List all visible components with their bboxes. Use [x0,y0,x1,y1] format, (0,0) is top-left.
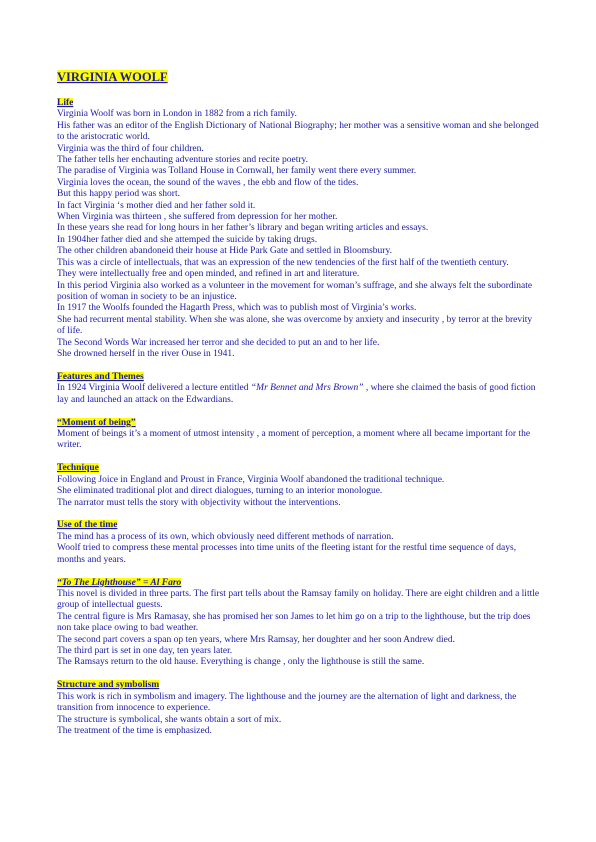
section-structure-and-symbolism [57,680,541,737]
paragraph-line: In 1924 Virginia Woolf delivered a lecture entitled “Mr Bennet and Mrs Brown” , where she claimed the basis of good fiction lay and launched an attack on the Edwardians. [57,383,536,405]
paragraph-line: The other children abandoneid their house at Hide Park Gate and settled in Bloomsbury. [57,246,392,257]
paragraph-line: When Virginia was thirteen , she suffered from depression for her mother. [57,212,338,223]
section-heading-structure-and-symbolism: Structure and symbolism [57,680,160,691]
paragraph-line: This novel is divided in three parts. The first part tells about the Ramsay family on holiday. There are eight children and a little group of intellectual guests. [57,588,540,611]
paragraph-line: Virginia Woolf was born in London in 1882 from a rich family. [57,109,297,120]
paragraph-line: They were intellectually free and open minded, and refined in art and literature. [57,269,360,280]
paragraph-line: She eliminated traditional plot and direct dialogues, turning to an interior monologue. [57,486,383,497]
paragraph-line: The father tells her enchauting adventure stories and recite poetry. [57,155,309,166]
paragraph-line: This work is rich in symbolism and imagery. The lighthouse and the journey are the alternation of light and darkness, the transition from innocence to experience. [57,691,517,714]
paragraph-line: In 1904her father died and she attemped the suicide by taking drugs. [57,234,318,245]
paragraph-line: In this period Virginia also worked as a volunteer in the movement for woman’s suffrage, and she always felt the subordinate position of woman in society to be an injustice. [57,280,533,302]
paragraph-line: Virginia loves the ocean, the sound of the waves , the ebb and flow of the tides. [57,177,359,188]
section-features-and-themes [57,372,541,406]
paragraph-line: The Ramsays return to the old hause. Everything is change , only the lighthouse is still the same. [57,657,425,668]
paragraph-line: The second part covers a span op ten years, where Mrs Ramsay, her doughter and her soon Andrew died. [57,634,455,645]
paragraph-line: The treatment of the time is emphasized. [57,725,212,736]
section-technique [57,463,541,509]
section-heading-to-the-lighthouse: “To The Lighthouse” = Al Faro [57,577,182,588]
paragraph-line: Virginia was the third of four children. [57,143,204,154]
paragraph-line: The Second Words War increased her terror and she decided to put an and to her life. [57,337,380,348]
section-use-of-the-time [57,520,541,566]
section-heading-technique: Technique [57,463,99,474]
paragraph-line: She drowned herself in the river Ouse in 1941. [57,348,235,359]
paragraph-line: Following Joice in England and Proust in France, Virginia Woolf abandoned the traditional technique. [57,474,445,485]
section-heading-use-of-the-time: Use of the time [57,520,118,531]
paragraph-line: His father was an editor of the English Dictionary of National Biography; her mother was a sensitive woman and she belonged to the aristocratic world. [57,120,539,143]
document-title-text: VIRGINIA WOOLF [57,70,168,84]
lecture-title: “Mr Bennet and Mrs Brown” [250,383,364,394]
paragraph-line: But this happy period was short. [57,189,180,200]
document-title [57,70,541,85]
paragraph-line: The structure is symbolical, she wants obtain a sort of mix. [57,714,282,725]
paragraph-line: In 1917 the Woolfs founded the Hagarth Press, which was to publish most of Virginia’s works. [57,303,417,314]
section-heading-life: Life [57,98,74,108]
paragraph-line: Moment of beings it’s a moment of utmost intensity , a moment of perception, a moment where all became important for the writer. [57,428,531,451]
section-moment-of-being [57,418,541,452]
section-heading-features-and-themes: Features and Themes [57,371,144,382]
section-heading-moment-of-being: “Moment of being” [57,417,136,428]
paragraph-line: In these years she read for long hours in her father’s library and began writing articles and essays. [57,223,429,234]
paragraph-line: The central figure is Mrs Ramasay, she has promised her son James to let him go on a trip to the lighthouse, but the trip does non take place owing to bad weather. [57,611,531,634]
section-to-the-lighthouse [57,578,541,669]
paragraph-line: The paradise of Virginia was Tolland House in Cornwall, her family went there every summer. [57,166,417,177]
paragraph-line: The narrator must tells the story with objectivity without the interventions. [57,497,341,508]
document-page [57,70,541,749]
paragraph-line: Woolf tried to compress these mental processes into time units of the fleeting istant for the restful time sequence of days, months and years. [57,543,517,565]
paragraph-line: This was a circle of intellectuals, that was an expression of the new tendencies of the first half of the twentieth century. [57,257,509,268]
paragraph-line: The third part is set in one day, ten years later. [57,645,233,656]
paragraph-line: She had recurrent mental stability. When she was alone, she was overcome by anxiety and insecurity , by terror at the brevity of life. [57,314,533,337]
section-life [57,98,541,360]
paragraph-line: In fact Virginia ‘s mother died and her father sold it. [57,200,256,211]
paragraph-line: The mind has a process of its own, which obviously need different methods of narration. [57,531,394,542]
